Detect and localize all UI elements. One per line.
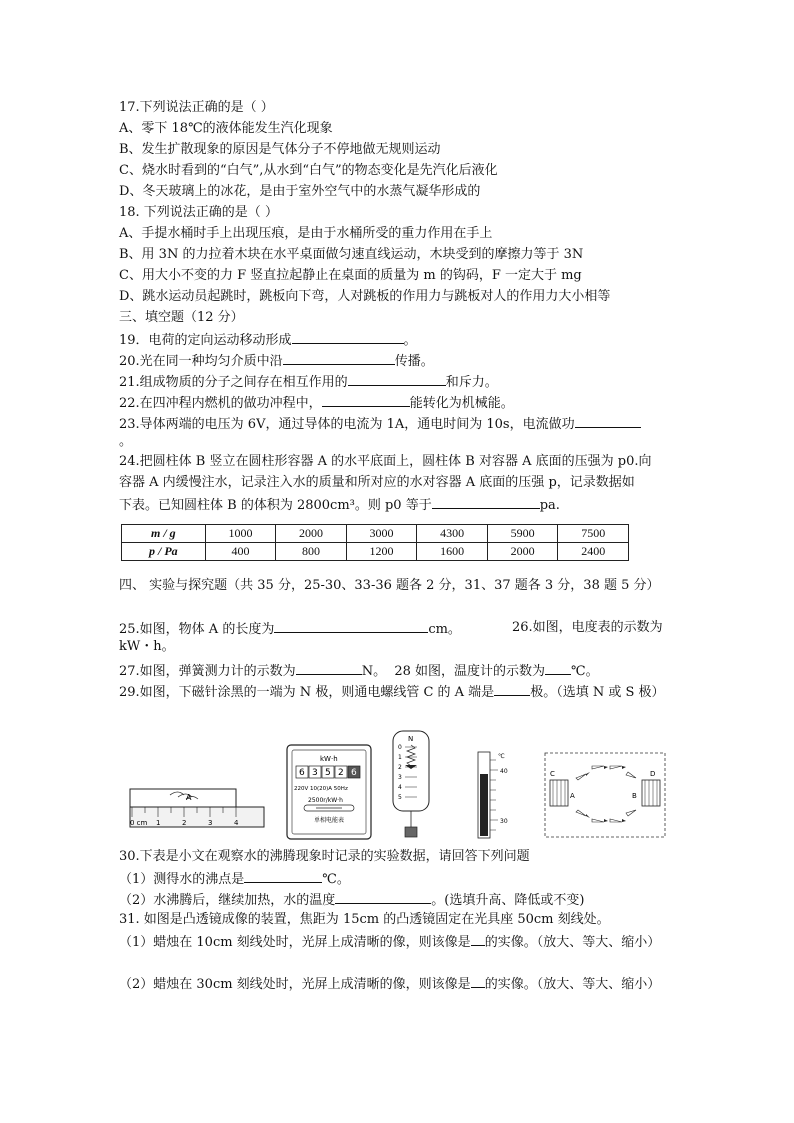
q18-option-b: B、用 3N 的力拉着木块在水平桌面做匀速直线运动，木块受到的摩擦力等于 3N (119, 247, 584, 262)
q20 (119, 350, 434, 372)
table-cell: 5900 (487, 525, 558, 543)
solenoid-d (642, 780, 660, 806)
q30-part-1-answer-blank[interactable] (244, 868, 322, 883)
q23 (119, 413, 641, 435)
ruler-label-4: 4 (234, 819, 239, 827)
table-cell: 3000 (346, 525, 417, 543)
q24-line-1: 24.把圆柱体 B 竖立在圆柱形容器 A 的水平底面上，圆柱体 B 对容器 A 底面的压强为 p0.向 (119, 454, 652, 469)
meter-name: 单相电能表 (314, 817, 345, 824)
q26-unit: kW・h。 (119, 639, 175, 654)
scale-weight (405, 827, 417, 837)
q19-answer-blank[interactable] (292, 329, 404, 344)
q27-suffix: N。 (361, 664, 387, 679)
solenoid-figure (544, 752, 666, 838)
q29-text: 29.如图，下磁针涂黑的一端为 N 极，则通电螺线管 C 的 A 端是 (119, 685, 495, 700)
meter-unit: kW·h (320, 755, 338, 763)
table-cell: 800 (276, 543, 347, 561)
scale-label-0: 0 (398, 744, 402, 751)
table-header-m: m / g (122, 525, 206, 543)
q20-text: 20.光在同一种均匀介质中沿 (119, 354, 283, 369)
table-cell: 1000 (205, 525, 276, 543)
solenoid-label-b: B (632, 792, 637, 800)
table-row (122, 525, 629, 543)
q31-part-1-answer-blank[interactable] (471, 931, 485, 946)
q30-part-2-text: （2）水沸腾后，继续加热，水的温度 (119, 893, 336, 908)
solenoid-label-d: D (650, 770, 656, 778)
spring-scale-figure (391, 729, 431, 841)
table-row (122, 543, 629, 561)
q22-answer-blank[interactable] (322, 392, 410, 407)
meter-digit-2: 3 (312, 768, 318, 778)
q31-part-2-answer-blank[interactable] (471, 973, 485, 988)
scale-label-3: 3 (398, 774, 402, 781)
q30-stem: 30.下表是小文在观察水的沸腾现象时记录的实验数据，请回答下列问题 (119, 849, 530, 864)
q27-answer-blank[interactable] (296, 660, 362, 675)
thermometer-unit: ℃ (498, 753, 505, 760)
q24-answer-blank[interactable] (432, 494, 540, 509)
q21-answer-blank[interactable] (348, 371, 446, 386)
solenoid-c (550, 780, 568, 806)
meter-spec: 220V 10(20)A 50Hz (294, 786, 348, 792)
ruler-label-0: 0 cm (130, 819, 148, 827)
q31-part-2 (119, 973, 660, 995)
q25-suffix: cm。 (428, 622, 461, 637)
q18-option-d: D、跳水运动员起跳时，跳板向下弯，人对跳板的作用力与跳板对人的作用力大小相等 (119, 289, 611, 304)
q19-suffix: 。 (403, 333, 417, 348)
q18-option-c: C、用大小不变的力 F 竖直拉起静止在桌面的质量为 m 的钩码，F 一定大于 mg (119, 268, 582, 283)
q27-text: 27.如图，弹簧测力计的示数为 (119, 664, 296, 679)
q30-part-1 (119, 868, 350, 890)
q24-suffix: pa. (539, 498, 560, 513)
electricity-meter-figure (286, 744, 372, 840)
q28-text: 28 如图，温度计的示数为 (394, 664, 546, 679)
scale-label-4: 4 (398, 784, 402, 791)
meter-digit-5: 6 (351, 768, 357, 778)
q17-option-a: A、零下 18℃的液体能发生汽化现象 (119, 121, 333, 136)
q29-suffix: 极。（选填 N 或 S 极） (530, 685, 665, 700)
q17-option-d: D、冬天玻璃上的冰花，是由于室外空气中的水蒸气凝华形成的 (119, 184, 481, 199)
table-cell: 2000 (276, 525, 347, 543)
compass-needles (576, 766, 636, 822)
q19-text: 19．电荷的定向运动移动形成 (119, 333, 292, 348)
q24-text: 下表。已知圆柱体 B 的体积为 2800cm³。则 p0 等于 (119, 498, 432, 513)
q22 (119, 392, 514, 414)
scale-label-2: 2 (398, 764, 402, 771)
q24-line-2: 容器 A 内缓慢注水，记录注入水的质量和所对应的水对容器 A 底面的压强 p，记录数据如 (119, 475, 635, 490)
q25-answer-blank[interactable] (274, 618, 428, 633)
object-a-block (130, 789, 236, 807)
ruler-label-1: 1 (156, 819, 161, 827)
q25-text: 25.如图，物体 A 的长度为 (119, 622, 275, 637)
scale-unit: N (408, 735, 414, 743)
q18-stem: 18. 下列说法正确的是（ ） (119, 205, 278, 220)
meter-digit-3: 5 (325, 768, 331, 778)
q31-part-2-text: （2）蜡烛在 30cm 刻线处时，光屏上成清晰的像，则该像是 (119, 977, 471, 992)
compass-needles-north (586, 766, 626, 822)
table-cell: 1200 (346, 543, 417, 561)
q24-data-table (121, 524, 629, 561)
q21 (119, 371, 498, 393)
q21-suffix: 和斥力。 (445, 375, 498, 390)
scale-label-5: 5 (398, 794, 402, 801)
q20-answer-blank[interactable] (283, 350, 395, 365)
section-4-heading: 四、 实验与探究题（共 35 分，25-30、33-36 题各 2 分，31、37 题各 3 分，38 题 5 分） (119, 578, 660, 593)
table-cell: 2400 (558, 543, 629, 561)
ruler-figure (128, 775, 268, 837)
object-a-label: A (186, 793, 192, 802)
q31-part-1-text: （1）蜡烛在 10cm 刻线处时，光屏上成清晰的像，则该像是 (119, 935, 471, 950)
q24-line-3 (119, 494, 560, 516)
q29 (119, 681, 665, 703)
q31-part-1-suffix: 的实像。（放大、等大、缩小） (484, 935, 661, 950)
q17-stem: 17.下列说法正确的是（ ） (119, 100, 274, 115)
meter-digit-4: 2 (338, 768, 344, 778)
q19 (119, 329, 417, 351)
q17-option-c: C、烧水时看到的“白气”,从水到“白气”的物态变化是先汽化后液化 (119, 163, 498, 178)
q30-part-2-answer-blank[interactable] (335, 889, 431, 904)
q17-option-b: B、发生扩散现象的原因是气体分子不停地做无规则运动 (119, 142, 441, 157)
q28-answer-blank[interactable] (545, 660, 571, 675)
table-header-p: p / Pa (122, 543, 206, 561)
ruler-label-2: 2 (182, 819, 187, 827)
q23-text: 23.导体两端的电压为 6V，通过导体的电流为 1A，通电时间为 10s，电流做功 (119, 417, 575, 432)
q26: 26.如图，电度表的示数为 (512, 620, 663, 635)
q31-part-2-suffix: 的实像。（放大、等大、缩小） (484, 977, 661, 992)
table-cell: 7500 (558, 525, 629, 543)
meter-rate: 2500r/kW·h (308, 797, 343, 804)
table-cell: 4300 (417, 525, 488, 543)
q21-text: 21.组成物质的分子之间存在相互作用的 (119, 375, 348, 390)
q18-option-a: A、手提水桶时手上出现压痕，是由于水桶所受的重力作用在手上 (119, 226, 493, 241)
thermometer-liquid (480, 774, 488, 836)
q30-part-2 (119, 889, 584, 911)
table-cell: 2000 (487, 543, 558, 561)
thermometer-figure (462, 750, 518, 840)
q22-suffix: 能转化为机械能。 (409, 396, 514, 411)
table-cell: 1600 (417, 543, 488, 561)
q27-q28 (119, 660, 599, 682)
solenoid-label-c: C (550, 770, 555, 778)
q30-part-1-suffix: ℃。 (322, 872, 350, 887)
thermometer-label-40: 40 (500, 768, 508, 775)
solenoid-label-a: A (570, 792, 575, 800)
q31-part-1 (119, 931, 660, 953)
q31-stem: 31. 如图是凸透镜成像的装置，焦距为 15cm 的凸透镜固定在光具座 50cm 刻线处。 (119, 912, 610, 927)
meter-digit-1: 6 (299, 768, 305, 778)
table-cell: 400 (205, 543, 276, 561)
q30-part-1-text: （1）测得水的沸点是 (119, 872, 245, 887)
scale-label-1: 1 (398, 754, 402, 761)
q28-suffix: ℃。 (571, 664, 599, 679)
q23-suffix: 。 (119, 434, 133, 449)
q23-answer-blank[interactable] (575, 413, 641, 428)
ruler-label-3: 3 (208, 819, 213, 827)
thermometer-label-30: 30 (500, 818, 508, 825)
q29-answer-blank[interactable] (494, 681, 530, 696)
q20-suffix: 传播。 (394, 354, 434, 369)
q30-part-2-suffix: 。(选填升高、降低或不变) (431, 893, 585, 908)
q22-text: 22.在四冲程内燃机的做功冲程中， (119, 396, 322, 411)
section-3-heading: 三、填空题（12 分） (119, 310, 244, 325)
